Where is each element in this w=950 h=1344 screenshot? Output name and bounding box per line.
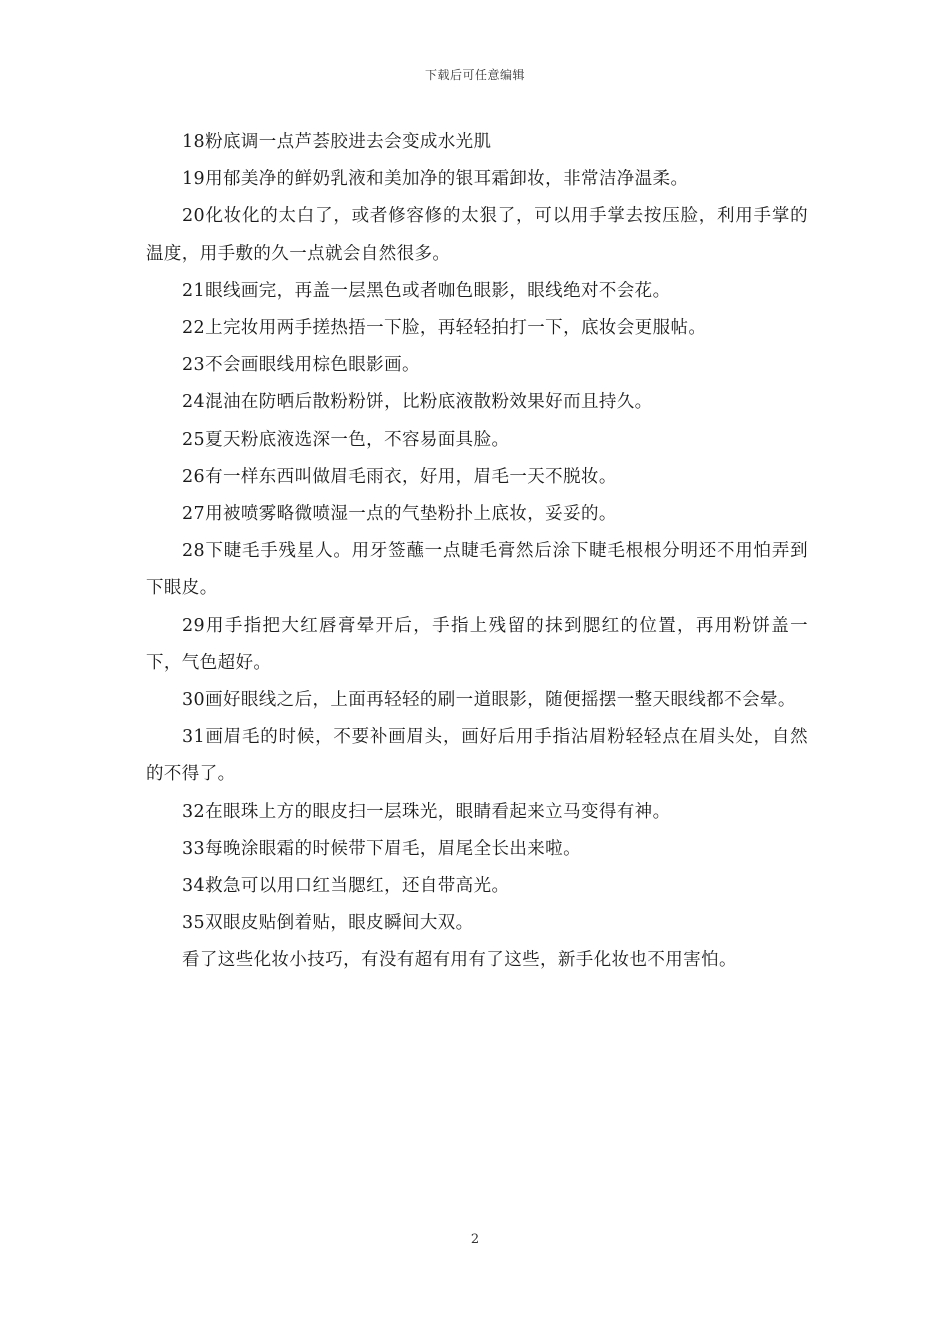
paragraph: 30画好眼线之后，上面再轻轻的刷一道眼影，随便摇摆一整天眼线都不会晕。 (182, 690, 796, 711)
paragraph: 21眼线画完，再盖一层黑色或者咖色眼影，眼线绝对不会花。 (182, 280, 671, 301)
body-content (146, 124, 808, 980)
paragraph: 看了这些化妆小技巧，有没有超有用有了这些，新手化妆也不用害怕。 (182, 950, 737, 971)
paragraph: 26有一样东西叫做眉毛雨衣，好用，眉毛一天不脱妆。 (182, 466, 617, 487)
paragraph: 19用郁美净的鲜奶乳液和美加净的银耳霜卸妆，非常洁净温柔。 (182, 169, 689, 190)
paragraph: 33每晚涂眼霜的时候带下眉毛，眉尾全长出来啦。 (182, 838, 581, 859)
paragraph: 24混油在防晒后散粉粉饼，比粉底液散粉效果好而且持久。 (182, 392, 653, 413)
paragraph: 34救急可以用口红当腮红，还自带高光。 (182, 876, 510, 897)
page-header: 下载后可任意编辑 (424, 68, 525, 82)
paragraph: 18粉底调一点芦荟胶进去会变成水光肌 (182, 132, 492, 152)
paragraph: 29用手指把大红唇膏晕开后，手指上残留的抹到腮红的位置，再用粉饼盖一下，气色超好。 (146, 615, 808, 673)
paragraph: 31画眉毛的时候，不要补画眉头，画好后用手指沾眉粉轻轻点在眉头处，自然的不得了。 (146, 727, 808, 785)
paragraph: 32在眼珠上方的眼皮扫一层珠光，眼睛看起来立马变得有神。 (182, 801, 671, 822)
paragraph: 28下睫毛手残星人。用牙签蘸一点睫毛膏然后涂下睫毛根根分明还不用怕弄到下眼皮。 (146, 541, 808, 599)
paragraph: 25夏天粉底液选深一色，不容易面具脸。 (182, 429, 510, 450)
page-number: 2 (470, 1232, 480, 1247)
paragraph: 27用被喷雾略微喷湿一点的气垫粉扑上底妆，妥妥的。 (182, 504, 617, 525)
paragraph: 20化妆化的太白了，或者修容修的太狠了，可以用手掌去按压脸，利用手掌的温度，用手敷的久一点就会自然很多。 (146, 206, 808, 264)
paragraph: 35双眼皮贴倒着贴，眼皮瞬间大双。 (182, 913, 474, 934)
paragraph: 23不会画眼线用棕色眼影画。 (182, 355, 420, 376)
paragraph: 22上完妆用两手搓热捂一下脸，再轻轻拍打一下，底妆会更服帖。 (182, 318, 707, 339)
